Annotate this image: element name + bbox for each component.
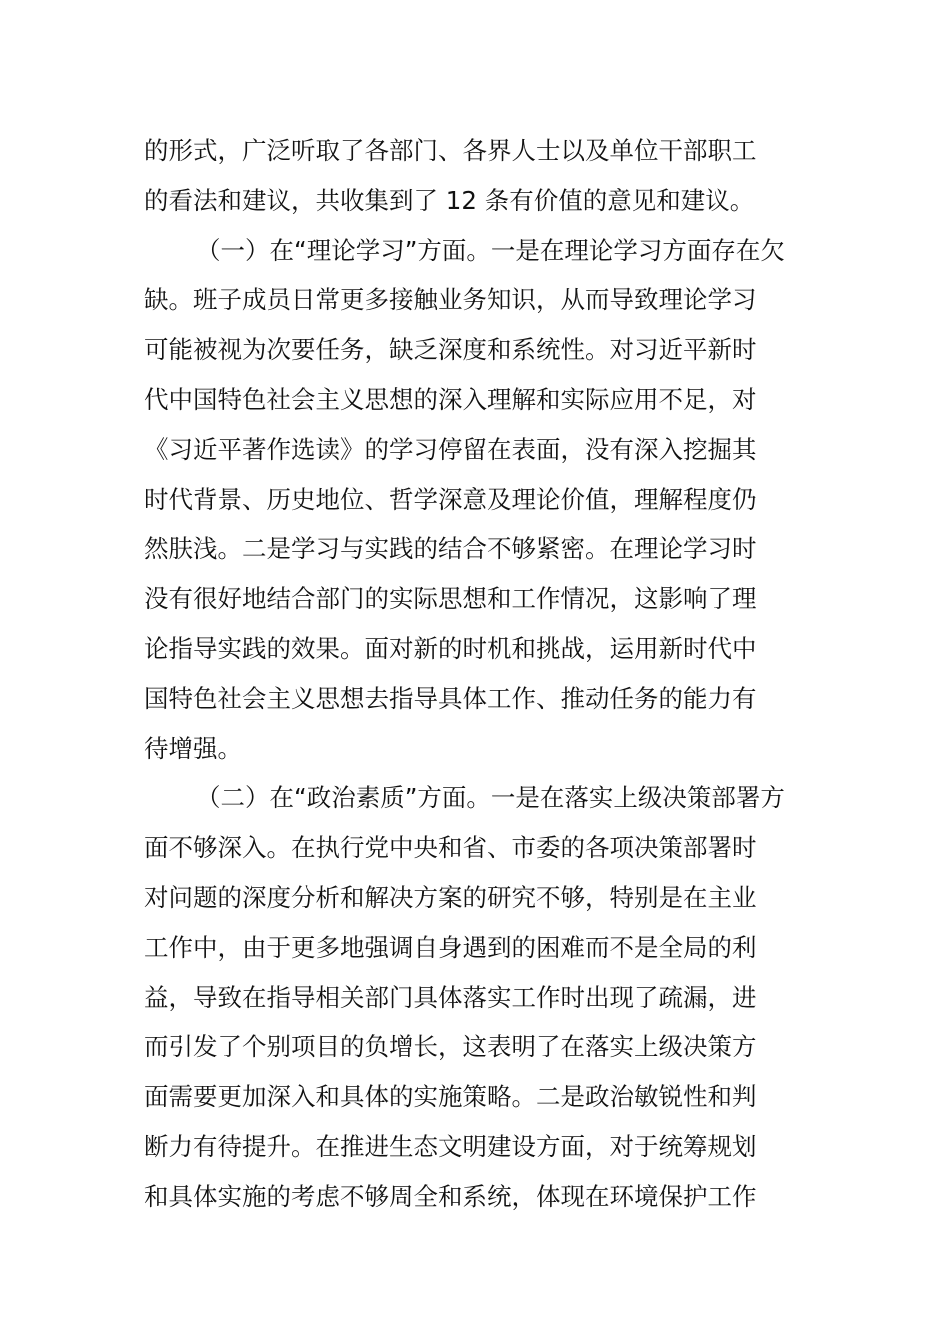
text-line: 的看法和建议，共收集到了 12 条有价值的意见和建议。: [144, 185, 755, 215]
body-text: [144, 126, 814, 1222]
text-line: 断力有待提升。在推进生态文明建设方面，对于统筹规划: [144, 1131, 757, 1161]
text-line: 而引发了个别项目的负增长，这表明了在落实上级决策方: [144, 1032, 757, 1062]
text-line: 面需要更加深入和具体的实施策略。二是政治敏锐性和判: [144, 1082, 757, 1112]
text-line: 和具体实施的考虑不够周全和系统，体现在环境保护工作: [144, 1181, 757, 1211]
text-line: 代中国特色社会主义思想的深入理解和实际应用不足，对: [144, 384, 757, 414]
text-line: 对问题的深度分析和解决方案的研究不够，特别是在主业: [144, 882, 757, 912]
text-line: 然肤浅。二是学习与实践的结合不够紧密。在理论学习时: [144, 534, 757, 564]
text-line: 论指导实践的效果。面对新的时机和挑战，运用新时代中: [144, 633, 757, 663]
text-line: 工作中，由于更多地强调自身遇到的困难而不是全局的利: [144, 932, 757, 962]
text-line: 益，导致在指导相关部门具体落实工作时出现了疏漏，进: [144, 982, 757, 1012]
text-line: 时代背景、历史地位、哲学深意及理论价值，理解程度仍: [144, 484, 757, 514]
text-line: 缺。班子成员日常更多接触业务知识，从而导致理论学习: [144, 285, 757, 315]
text-line: 没有很好地结合部门的实际思想和工作情况，这影响了理: [144, 584, 757, 614]
text-line: 国特色社会主义思想去指导具体工作、推动任务的能力有: [144, 683, 757, 713]
section-heading-line: （一）在“理论学习”方面。一是在理论学习方面存在欠: [196, 235, 785, 265]
text-line: 可能被视为次要任务，缺乏深度和系统性。对习近平新时: [144, 335, 757, 365]
text-line: 《习近平著作选读》的学习停留在表面，没有深入挖掘其: [144, 434, 757, 464]
text-line: 待增强。: [144, 733, 242, 763]
section-heading-line: （二）在“政治素质”方面。一是在落实上级决策部署方: [196, 783, 785, 813]
text-line: 的形式，广泛听取了各部门、各界人士以及单位干部职工: [144, 136, 757, 165]
text-line: 面不够深入。在执行党中央和省、市委的各项决策部署时: [144, 833, 757, 863]
